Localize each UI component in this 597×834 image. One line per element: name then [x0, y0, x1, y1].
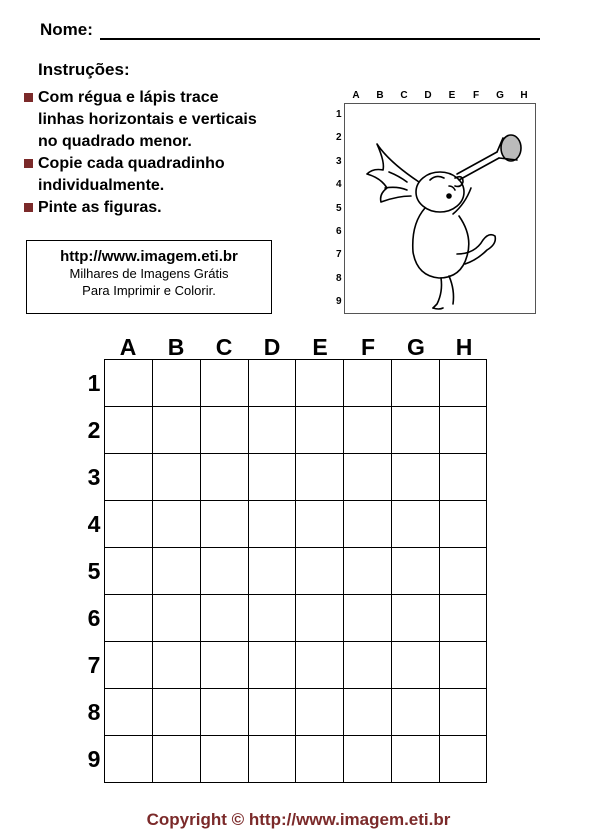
row-label-5: 5: [87, 558, 101, 584]
info-line-1: Milhares de Imagens Grátis: [69, 266, 229, 281]
drawing-grid-lines: [104, 359, 487, 783]
mini-col-g: G: [496, 90, 504, 101]
footer-copyright: Copyright © http://www.imagem.eti.br: [146, 810, 451, 829]
cupid-trumpet-icon: [345, 104, 535, 313]
info-url-link[interactable]: http://www.imagem.eti.br: [60, 248, 238, 265]
row-label-7: 7: [87, 652, 101, 678]
mini-row-3: 3: [336, 156, 342, 167]
col-label-e: E: [312, 334, 328, 360]
mini-row-8: 8: [336, 273, 342, 284]
mini-col-a: A: [352, 90, 360, 101]
square-bullet-icon: [24, 159, 33, 168]
instructions-list: [24, 87, 324, 219]
col-label-h: H: [455, 334, 473, 360]
row-label-8: 8: [87, 699, 101, 725]
mini-row-1: 1: [336, 109, 342, 120]
instruction-1-line-2: linhas horizontais e verticais: [38, 111, 257, 128]
row-label-4: 4: [87, 511, 101, 537]
row-label-3: 3: [87, 464, 101, 490]
mini-col-e: E: [448, 90, 456, 101]
mini-row-9: 9: [336, 296, 342, 307]
row-label-9: 9: [87, 746, 101, 772]
col-label-c: C: [215, 334, 233, 360]
mini-row-4: 4: [336, 179, 342, 190]
mini-col-b: B: [376, 90, 384, 101]
name-field-line[interactable]: [100, 38, 540, 40]
col-label-g: G: [407, 334, 425, 360]
info-box: [26, 240, 272, 314]
instruction-item-3: [24, 197, 324, 219]
col-label-b: B: [167, 334, 185, 360]
instruction-item-2: [24, 153, 324, 197]
instruction-2-line-1: Copie cada quadradinho: [38, 155, 225, 172]
col-label-a: A: [119, 334, 137, 360]
reference-picture-frame: [344, 103, 536, 314]
square-bullet-icon: [24, 203, 33, 212]
instruction-3-line-1: Pinte as figuras.: [38, 199, 162, 216]
mini-col-h: H: [520, 90, 528, 101]
instruction-2-line-2: individualmente.: [38, 177, 165, 194]
square-bullet-icon: [24, 93, 33, 102]
row-label-6: 6: [87, 605, 101, 631]
instruction-1-line-1: Com régua e lápis trace: [38, 89, 219, 106]
mini-row-2: 2: [336, 132, 342, 143]
mini-col-f: F: [472, 90, 480, 101]
row-label-2: 2: [87, 417, 101, 443]
mini-row-7: 7: [336, 249, 342, 260]
drawing-grid[interactable]: [104, 359, 487, 783]
name-label: Nome:: [40, 20, 93, 39]
mini-col-d: D: [424, 90, 432, 101]
info-line-2: Para Imprimir e Colorir.: [82, 283, 216, 298]
instruction-1-line-3: no quadrado menor.: [38, 133, 192, 150]
instruction-item-1: [24, 87, 324, 153]
instructions-title: Instruções:: [38, 60, 130, 79]
col-label-f: F: [360, 334, 376, 360]
mini-row-5: 5: [336, 203, 342, 214]
mini-row-6: 6: [336, 226, 342, 237]
mini-col-c: C: [400, 90, 408, 101]
row-label-1: 1: [87, 370, 101, 396]
col-label-d: D: [263, 334, 281, 360]
